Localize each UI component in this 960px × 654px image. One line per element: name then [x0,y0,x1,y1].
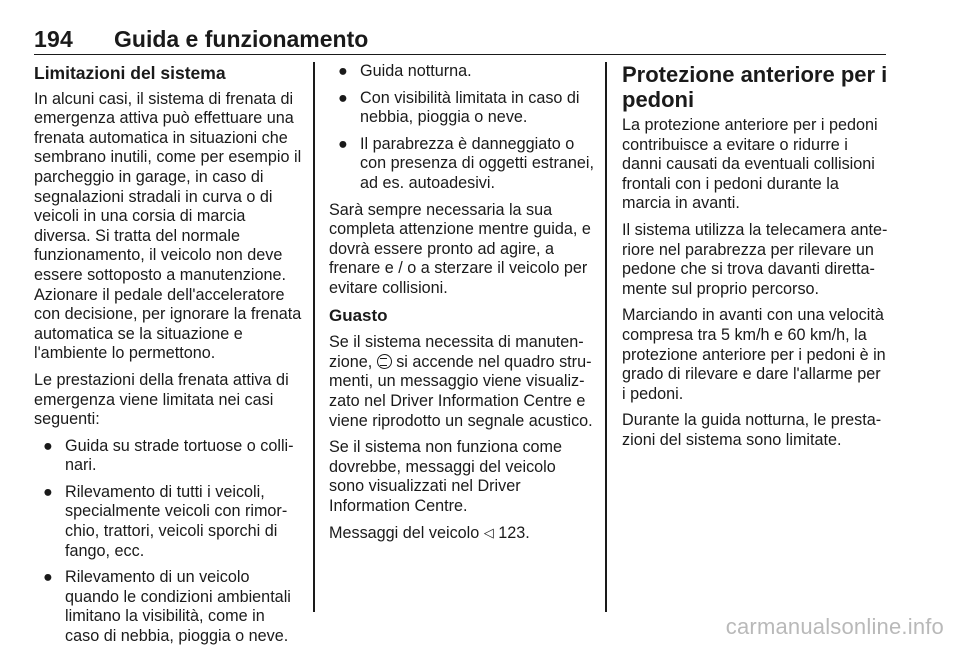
section-heading-protezione: Protezione anteriore per i pedoni [622,62,888,112]
chapter-title: Guida e funzionamento [114,26,369,52]
bullet-icon: ● [338,88,348,107]
triangle-arrow-icon: ◁ [483,525,494,541]
cross-reference: Messaggi del veicolo ◁ 123. [329,524,530,543]
list-item: ● Guida su strade tortuose o collinari. [43,436,294,475]
column-3 [622,62,888,458]
bullet-icon: ● [43,436,53,455]
paragraph: Le prestazioni della frenata attiva di emergenza viene limitata nei casi seguenti: [34,370,289,429]
bullet-icon: ● [43,482,53,501]
list-item: ● Il parabrezza è danneggiato o con presenza di oggetti estranei, ad es. autoadesivi. [338,134,594,192]
list-item: ● Con visibilità limitata in caso di nebbia, pioggia o neve. [338,88,580,127]
paragraph: Se il sistema necessita di manutenzione, si accende nel quadro strumenti, un messaggio viene visualizzato nel Driver Information Centre e viene riprodotto un segnale acustico. [329,333,593,430]
paragraph: In alcuni casi, il sistema di frenata di emergenza attiva può effettuare una frenata automatica in situazioni che sembrano inutili, come per esempio il parcheggio in garage, in caso di segnalazioni stradali in curva o di veicoli in una corsia di marcia diversa. Si tratta del normale funzionamento, il veicolo non deve essere sottoposto a manutenzione. Azionare il pedale dell'acceleratore con decisione, per ignorare la frenata automatica se la situazione e l'ambiente lo permettono. [34,89,302,363]
warning-lamp-icon [377,354,392,369]
list-item: ● Rilevamento di tutti i veicoli, specialmente veicoli con rimorchio, trattori, veicoli sporchi di fango, ecc. [43,482,288,560]
column-divider [313,62,315,612]
bullet-list [329,62,595,194]
column-divider [605,62,607,612]
list-item: ● Guida notturna. [338,62,472,80]
section-heading-limitazioni: Limitazioni del sistema [34,63,226,83]
list-item: ● Rilevamento di un veicolo quando le condizioni ambientali limitano la visibilità, come in caso di nebbia, pioggia o neve. [43,568,291,646]
paragraph: Sarà sempre necessaria la sua completa attenzione mentre guida, e dovrà essere pronto ad agire, a frenare e / o a sterzare il veicolo per evitare collisioni. [329,200,591,297]
page-header [34,26,886,55]
bullet-list [34,437,302,647]
paragraph: La protezione anteriore per i pedoni contribuisce a evitare o ridurre i danni causati da eventuali collisioni frontali con i pedoni durante la marcia in avanti. [622,116,878,213]
bullet-icon: ● [338,134,348,153]
bullet-icon: ● [338,62,348,80]
bullet-icon: ● [43,568,53,587]
page-number: 194 [34,26,73,52]
column-2 [329,62,595,551]
paragraph: Marciando in avanti con una velocità compresa tra 5 km/h e 60 km/h, la protezione anteriore per i pedoni è in grado di rilevare e dare l'allarme per i pedoni. [622,306,886,403]
subsection-heading-guasto: Guasto [329,305,388,325]
watermark: carmanualsonline.info [725,614,944,639]
paragraph: Il sistema utilizza la telecamera anteriore nel parabrezza per rilevare un pedone che si trova davanti direttamente sul proprio percorso. [622,220,888,298]
paragraph: Durante la guida notturna, le prestazioni del sistema sono limitate. [622,411,882,449]
column-1 [34,62,302,654]
paragraph: Se il sistema non funziona come dovrebbe, messaggi del veicolo sono visualizzati nel Driver Information Centre. [329,438,563,515]
